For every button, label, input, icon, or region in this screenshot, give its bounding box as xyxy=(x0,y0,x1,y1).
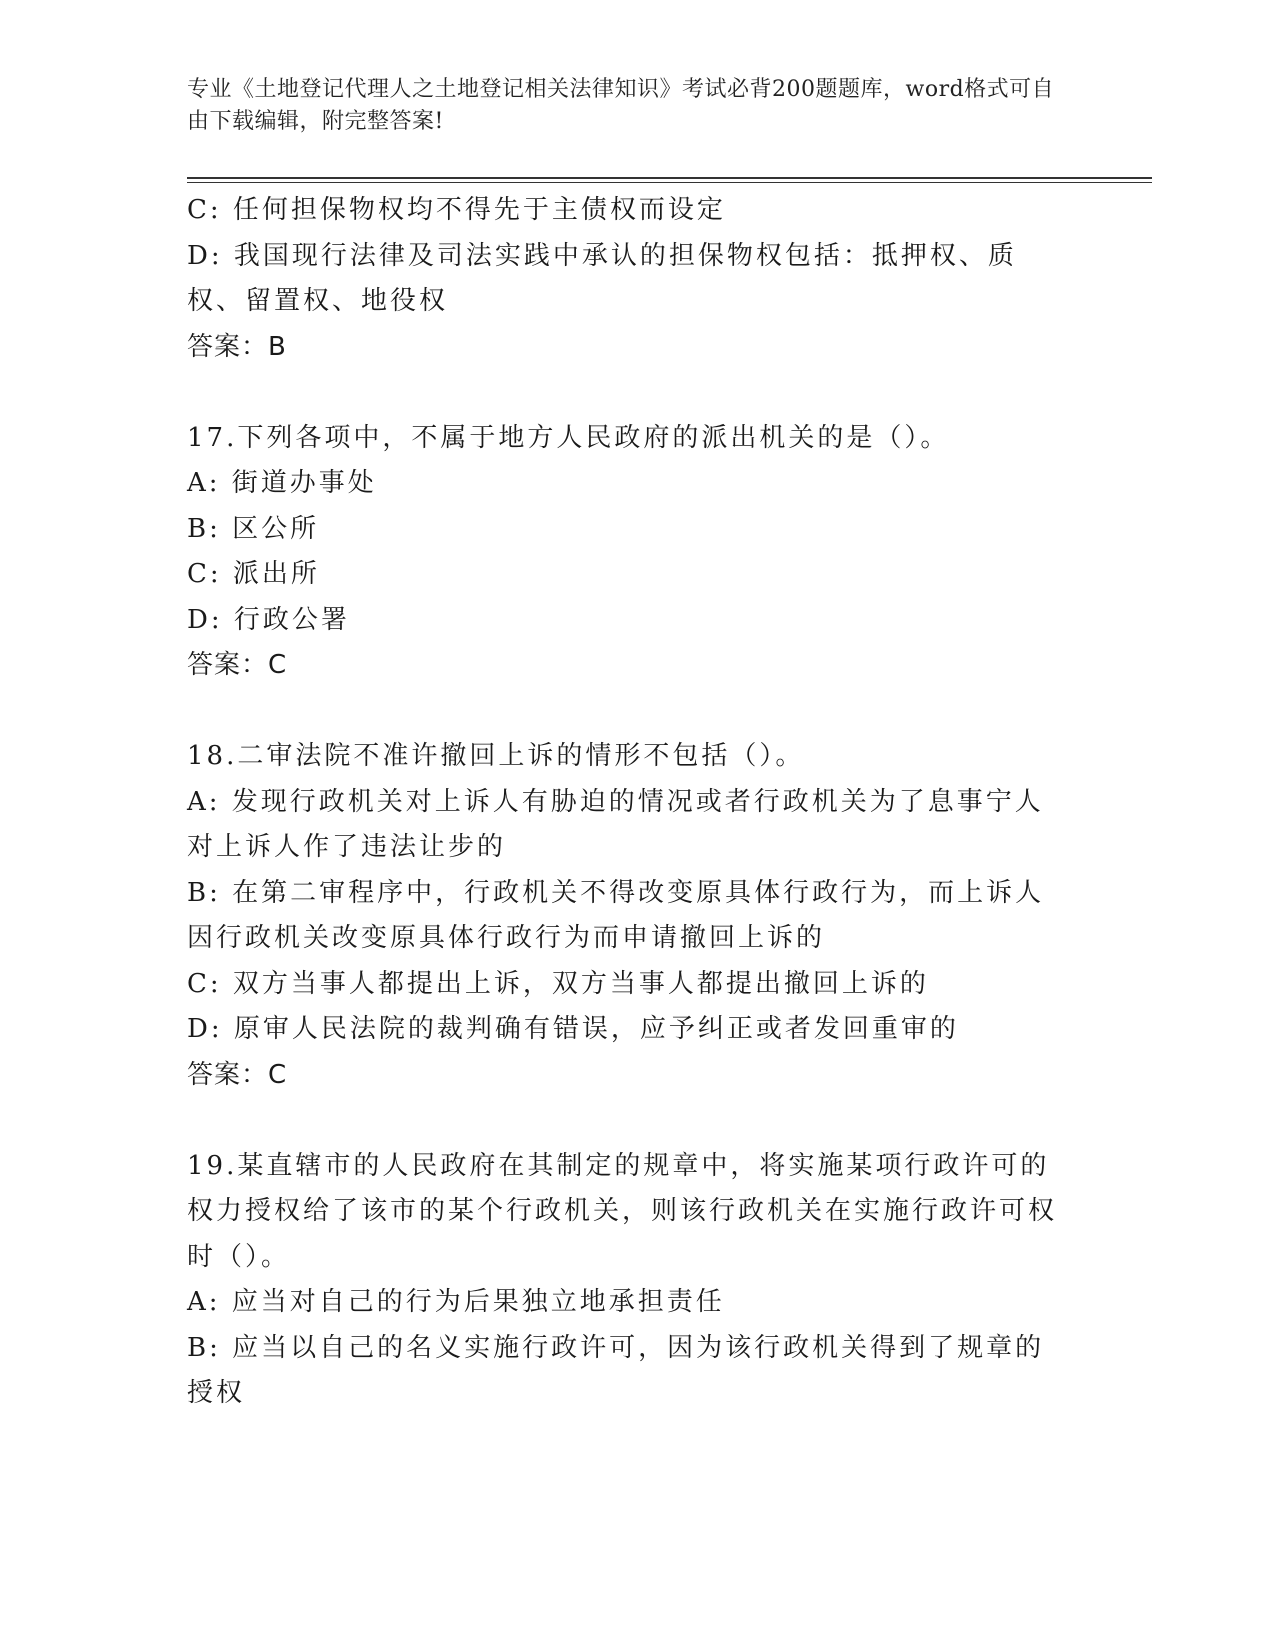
option-d: D: 行政公署 xyxy=(187,604,350,635)
option-c: C: 派出所 xyxy=(187,559,320,589)
option-a: A: 街道办事处 xyxy=(187,468,377,498)
option-a: A: 发现行政机关对上诉人有胁迫的情况或者行政机关为了息事宁人对上诉人作了违法让步的 xyxy=(187,786,1044,862)
option-b: B: 应当以自己的名义实施行政许可，因为该行政机关得到了规章的授权 xyxy=(187,1332,1045,1408)
question-stem: 17.下列各项中，不属于地方人民政府的派出机关的是（）。 xyxy=(187,422,950,453)
question-stem: 19.某直辖市的人民政府在其制定的规章中，将实施某项行政许可的权力授权给了该市的某个行政机关，则该行政机关在实施行政许可权时（）。 xyxy=(187,1150,1058,1272)
option-c: C: 双方当事人都提出上诉，双方当事人都提出撤回上诉的 xyxy=(187,968,929,999)
option-a: A: 应当对自己的行为后果独立地承担责任 xyxy=(187,1287,725,1317)
header-divider-thin xyxy=(187,182,1152,183)
option-c: C: 任何担保物权均不得先于主债权而设定 xyxy=(187,195,726,225)
option-b: B: 区公所 xyxy=(187,513,320,544)
question-content xyxy=(187,188,1067,1417)
option-b: B: 在第二审程序中，行政机关不得改变原具体行政行为，而上诉人因行政机关改变原具体行政行为而申请撤回上诉的 xyxy=(187,877,1045,953)
answer-label: 答案：C xyxy=(187,650,288,680)
question-stem: 18.二审法院不准许撤回上诉的情形不包括（）。 xyxy=(187,741,805,771)
header-divider-thick xyxy=(187,177,1152,179)
option-d: D: 我国现行法律及司法实践中承认的担保物权包括：抵押权、质权、留置权、地役权 xyxy=(187,240,1017,316)
spacer xyxy=(187,370,1067,416)
spacer xyxy=(187,689,1067,735)
document-header: 专业《土地登记代理人之土地登记相关法律知识》考试必背200题题库，word格式可自由下载编辑，附完整答案! xyxy=(187,77,1055,134)
spacer xyxy=(187,1098,1067,1144)
answer-label: 答案：C xyxy=(187,1059,288,1090)
answer-label: 答案：B xyxy=(187,331,287,362)
option-d: D: 原审人民法院的裁判确有错误，应予纠正或者发回重审的 xyxy=(187,1014,959,1044)
